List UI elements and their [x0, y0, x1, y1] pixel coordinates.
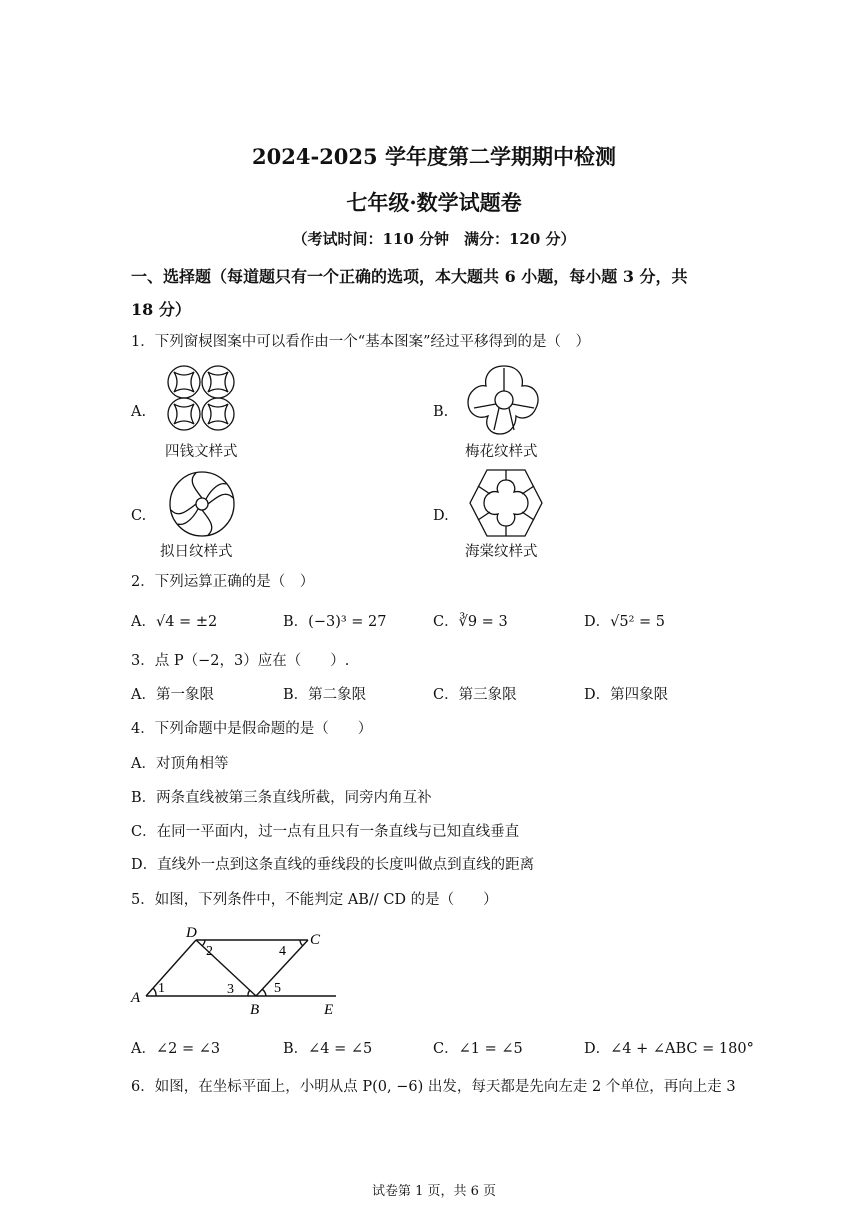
q2-option-b-expr: (−3)³ = 27 [308, 614, 387, 630]
q2-option-d-letter: D． [584, 614, 611, 630]
exam-meta: （考试时间：110 分钟 满分：120 分） [292, 230, 576, 248]
q1-option-b-letter: B. [433, 404, 449, 420]
question-4-stem: 4．下列命题中是假命题的是（ ） [131, 721, 373, 737]
question-1-stem: 1．下列窗棂图案中可以看作由一个“基本图案”经过平移得到的是（ ） [131, 334, 591, 350]
q3-option-b-text: 第二象限 [308, 687, 367, 703]
q5-option-a-expr: ∠2 = ∠3 [155, 1041, 221, 1057]
q3-option-a-letter: A． [131, 687, 156, 703]
q1-option-d-caption: 海棠纹样式 [465, 544, 538, 560]
label-b: B [250, 1002, 260, 1018]
q4-option-d: D．直线外一点到这条直线的垂线段的长度叫做点到直线的距离 [131, 857, 535, 873]
q2-option-d [584, 610, 665, 631]
q4-option-b: B．两条直线被第三条直线所截，同旁内角互补 [131, 790, 432, 806]
q4-option-a: A．对顶角相等 [131, 756, 229, 772]
q5-option-b-letter: B． [283, 1041, 309, 1057]
q1-option-c-letter: C. [131, 508, 147, 524]
q2-option-a [131, 610, 217, 631]
angle-5-arc [262, 989, 266, 996]
exam-title: 2024-2025 学年度第二学期期中检测 [252, 144, 616, 169]
q5-option-a-letter: A． [131, 1041, 156, 1057]
angle-4-arc [300, 940, 303, 946]
q5-option-a [131, 1037, 220, 1058]
label-c: C [310, 932, 321, 948]
q3-option-c [433, 683, 517, 704]
q5-option-c [433, 1037, 523, 1058]
angle-2-arc [202, 940, 205, 946]
question-3-stem: 3．点 P（−2，3）应在（ ）. [131, 653, 350, 669]
question-6-stem: 6．如图，在坐标平面上，小明从点 P(0, −6) 出发，每天都是先向左走 2 个单位，再向上走 3 [131, 1079, 736, 1095]
q2-option-a-letter: A． [131, 614, 156, 630]
parallel-lines-figure [128, 922, 344, 1018]
q2-option-d-expr: √5² = 5 [610, 614, 666, 630]
sun-swirl-pattern-icon [168, 470, 236, 538]
q1-option-a-letter: A. [131, 404, 147, 420]
q5-option-b [283, 1037, 372, 1058]
q5-option-c-letter: C． [433, 1041, 459, 1057]
label-angle-2: 2 [206, 944, 213, 959]
q5-option-d-letter: D． [584, 1041, 611, 1057]
q5-option-d [584, 1037, 754, 1058]
q1-option-d-letter: D. [433, 508, 449, 524]
question-2-stem: 2．下列运算正确的是（ ） [131, 574, 315, 590]
q3-option-a [131, 683, 214, 704]
q2-option-c [433, 610, 508, 631]
label-a: A [131, 990, 141, 1006]
q5-option-d-expr: ∠4 + ∠ABC = 180° [610, 1041, 754, 1057]
label-angle-4: 4 [279, 944, 286, 959]
q1-option-c-caption: 拟日纹样式 [160, 544, 233, 560]
q2-option-a-expr: √4 = ±2 [155, 614, 218, 630]
angle-1-arc [153, 988, 156, 996]
question-5-stem: 5．如图，下列条件中，不能判定 AB// CD 的是（ ） [131, 892, 498, 908]
page-footer: 试卷第 1 页，共 6 页 [371, 1184, 497, 1199]
section-heading-line1: 一、选择题（每道题只有一个正确的选项，本大题共 6 小题，每小题 3 分，共 [131, 267, 688, 286]
q3-option-d-letter: D． [584, 687, 611, 703]
section-heading-line2: 18 分） [131, 300, 191, 319]
label-e: E [324, 1002, 334, 1018]
begonia-hexagon-pattern-icon [468, 468, 544, 538]
four-coins-pattern-icon [164, 364, 240, 432]
q5-option-b-expr: ∠4 = ∠5 [308, 1041, 373, 1057]
angle-3-arc [248, 990, 250, 996]
q1-option-b-caption: 梅花纹样式 [465, 444, 538, 460]
q3-option-c-letter: C． [433, 687, 459, 703]
label-angle-1: 1 [158, 981, 165, 996]
label-d: D [186, 925, 197, 941]
q3-option-d [584, 683, 668, 704]
q2-option-b [283, 610, 386, 631]
q3-option-b-letter: B． [283, 687, 309, 703]
q3-option-a-text: 第一象限 [155, 687, 214, 703]
exam-subtitle: 七年级·数学试题卷 [346, 190, 522, 215]
q2-option-c-letter: C． [433, 614, 459, 630]
q2-option-b-letter: B． [283, 614, 309, 630]
q3-option-b [283, 683, 366, 704]
q3-option-d-text: 第四象限 [610, 687, 669, 703]
q3-option-c-text: 第三象限 [458, 687, 517, 703]
q1-option-a-caption: 四钱文样式 [165, 444, 238, 460]
label-angle-5: 5 [274, 981, 281, 996]
segment-db [196, 940, 256, 996]
q4-option-c: C．在同一平面内，过一点有且只有一条直线与已知直线垂直 [131, 824, 520, 840]
q2-option-c-expr: ∛9 = 3 [458, 614, 508, 630]
q5-option-c-expr: ∠1 = ∠5 [458, 1041, 523, 1057]
plum-blossom-pattern-icon [466, 364, 542, 436]
label-angle-3: 3 [227, 982, 234, 997]
